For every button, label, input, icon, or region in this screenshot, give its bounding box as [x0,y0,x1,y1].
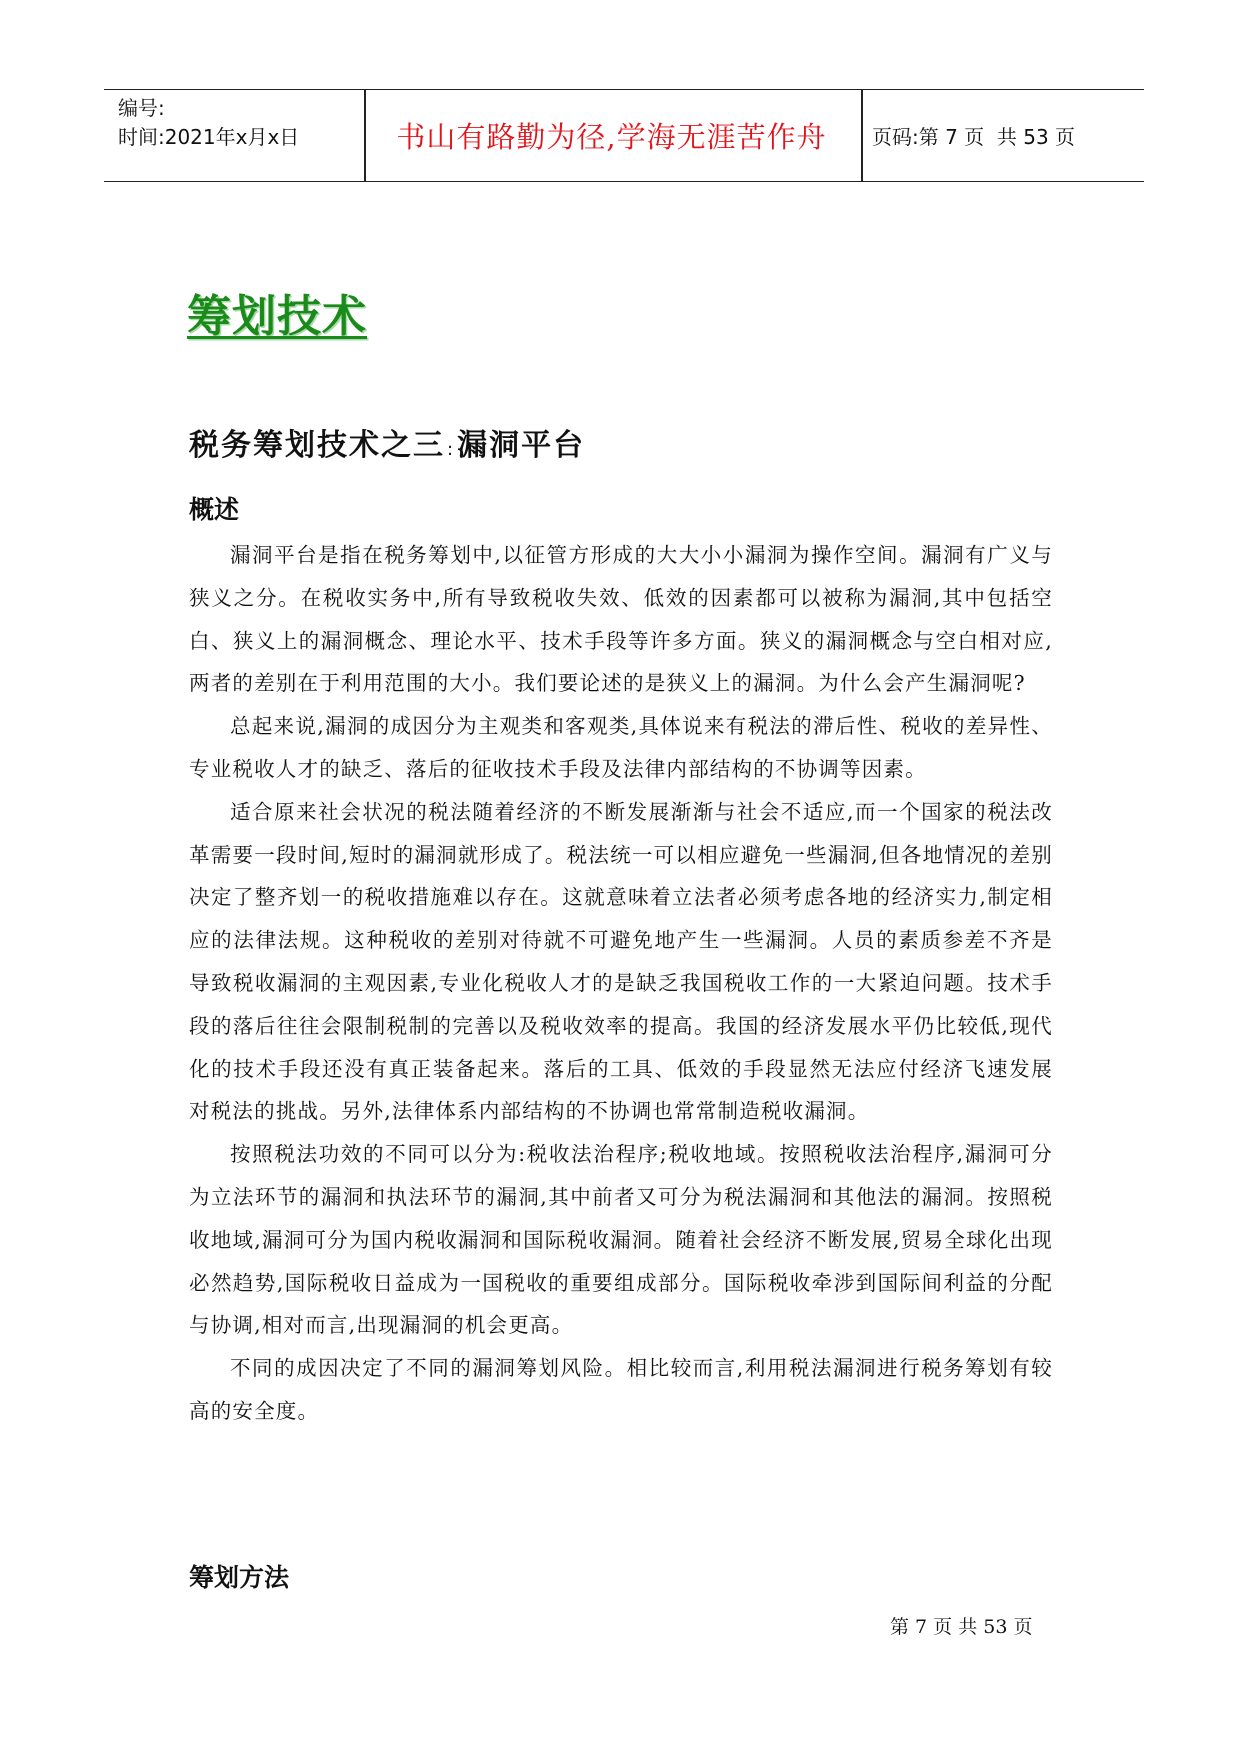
page-header [104,89,1144,182]
section-title [189,420,585,464]
header-divider [364,90,366,181]
header-meta [118,94,358,152]
header-page-number [872,90,1132,181]
page-footer: 第 7 页 共 53 页 [890,1616,1033,1638]
paragraph: 适合原来社会状况的税法随着经济的不断发展渐渐与社会不适应,而一个国家的税法改革需要一段时间,短时的漏洞就形成了。税法统一可以相应避免一些漏洞,但各地情况的差别决定了整齐划一的税收措施难以存在。这就意味着立法者必须考虑各地的经济实力,制定相应的法律法规。这种税收的差别对待就不可避免地产生一些漏洞。人员的素质参差不齐是导致税收漏洞的主观因素,专业化税收人才的是缺乏我国税收工作的一大紧迫问题。技术手段的落后往往会限制税制的完善以及税收效率的提高。我国的经济发展水平仍比较低,现代化的技术手段还没有真正装备起来。落后的工具、低效的手段显然无法应付经济飞速发展对税法的挑战。另外,法律体系内部结构的不协调也常常制造税收漏洞。 [189,799,1053,1124]
subheading-overview: 概述 [189,495,240,524]
document-number-label: 编号: [118,96,165,120]
header-motto: 书山有路勤为径,学海无涯苦作舟 [396,120,827,154]
document-time-label: 时间:2021年x月x日 [118,125,300,149]
section-title-sub: 漏洞平台 [457,428,586,463]
paragraph: 不同的成因决定了不同的漏洞筹划风险。相比较而言,利用税法漏洞进行税务筹划有较高的安全度。 [189,1356,1053,1423]
subheading-method: 筹划方法 [189,1563,290,1592]
body-text [189,534,1053,1433]
section-title-main: 税务筹划技术之三 [189,428,445,463]
paragraph: 总起来说,漏洞的成因分为主观类和客观类,具体说来有税法的滞后性、税收的差异性、专业税收人才的缺乏、落后的征收技术手段及法律内部结构的不协调等因素。 [189,714,1053,781]
section-title-colon: : [447,439,456,460]
paragraph: 按照税法功效的不同可以分为:税收法治程序;税收地域。按照税收法治程序,漏洞可分为立法环节的漏洞和执法环节的漏洞,其中前者又可分为税法漏洞和其他法的漏洞。按照税收地域,漏洞可分为国内税收漏洞和国际税收漏洞。随着社会经济不断发展,贸易全球化出现必然趋势,国际税收日益成为一国税收的重要组成部分。国际税收牵涉到国际间利益的分配与协调,相对而言,出现漏洞的机会更高。 [189,1142,1053,1338]
header-page-label: 页码:第 7 页 共 53 页 [872,125,1076,149]
header-divider [861,90,863,181]
paragraph: 漏洞平台是指在税务筹划中,以征管方形成的大大小小漏洞为操作空间。漏洞有广义与狭义之分。在税收实务中,所有导致税收失效、低效的因素都可以被称为漏洞,其中包括空白、狭义上的漏洞概念、理论水平、技术手段等许多方面。狭义的漏洞概念与空白相对应,两者的差别在于利用范围的大小。我们要论述的是狭义上的漏洞。为什么会产生漏洞呢? [189,543,1053,696]
document-title: 筹划技术 [187,291,367,342]
